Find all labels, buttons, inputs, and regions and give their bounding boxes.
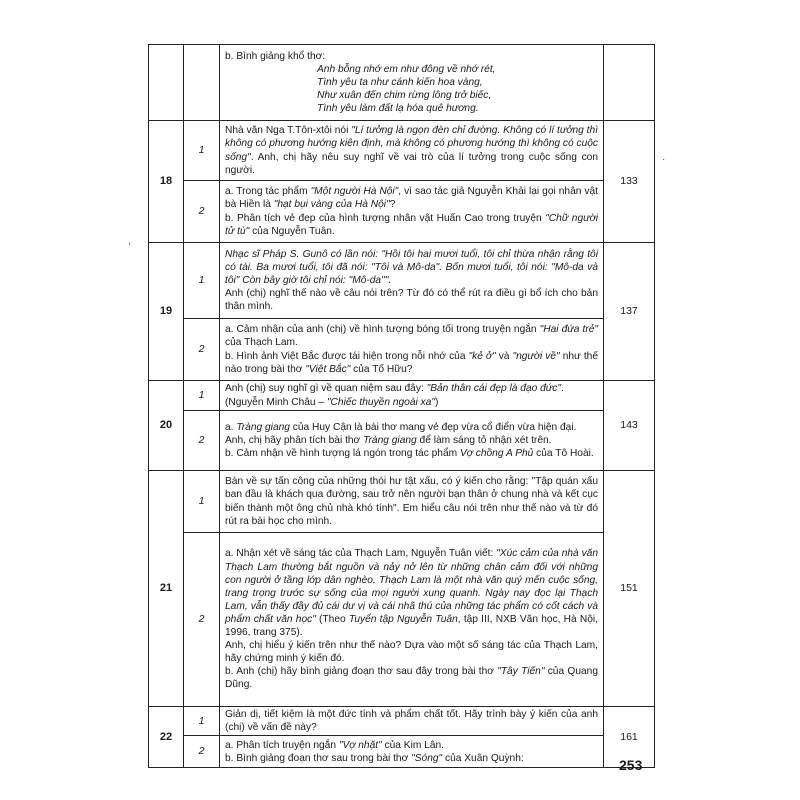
page-reference: 133 (604, 121, 655, 243)
table-row (149, 181, 655, 243)
table-row (149, 411, 655, 471)
table-row (149, 243, 655, 319)
page-reference: 151 (604, 471, 655, 707)
topic-number: 22 (149, 707, 184, 768)
table-row (149, 319, 655, 381)
question-text-cell (220, 45, 604, 121)
table-row (149, 45, 655, 121)
table-row (149, 381, 655, 411)
table-row (149, 121, 655, 181)
question-number: 1 (184, 381, 220, 411)
question-number: 1 (184, 707, 220, 736)
question-number: 2 (184, 181, 220, 243)
question-number: 1 (184, 471, 220, 533)
question-number: 1 (184, 121, 220, 181)
exam-topics-table (148, 44, 655, 768)
question-text: a. Trong tác phẩm "Một người Hà Nội", vì sao tác giả Nguyễn Khải lại gọi nhân vật bà Hiền là "hạt bụi vàng của Hà Nội"? b. Phân tích vẻ đẹp của hình tượng nhân vật Huấn Cao trong truyện "Chữ người tử tù" của Nguyễn Tuân. (220, 181, 604, 243)
question-text: a. Tràng giang của Huy Cận là bài thơ mang vẻ đẹp vừa cổ điển vừa hiện đại. Anh, chị hãy phân tích bài thơ Tràng giang để làm sáng tỏ nhận xét trên. b. Cảm nhận về hình tượng lá ngón trong tác phẩm Vợ chồng A Phủ của Tô Hoài. (220, 411, 604, 471)
page-reference: 137 (604, 243, 655, 381)
question-text: Bàn về sự tấn công của những thói hư tật xấu, có ý kiến cho rằng: "Tập quán xấu ban đầu là khách qua đường, sau trở nên người bạn thân ở chung nhà và kết cục biến thành một ông chủ nhà khó tính". Em hiểu câu nói trên như thế nào và từ đó rút ra bài học cho mình. (220, 471, 604, 533)
topic-number: 19 (149, 243, 184, 381)
topic-number-cell (149, 45, 184, 121)
question-number: 2 (184, 533, 220, 707)
page-ref-cell (604, 45, 655, 121)
question-part-b: b. Bình giảng khổ thơ: (225, 50, 326, 62)
topic-number: 18 (149, 121, 184, 243)
question-text: a. Cảm nhận của anh (chị) về hình tượng bóng tối trong truyện ngắn "Hai đứa trẻ" của Thạch Lam. b. Hình ảnh Việt Bắc được tái hiện trong nỗi nhớ của "kẻ ở" và "người về" như thế nào trong bài thơ "Việt Bắc" của Tố Hữu? (220, 319, 604, 381)
page-reference: 161 (604, 707, 655, 768)
question-text: Nhạc sĩ Pháp S. Gunô có lần nói: "Hồi tôi hai mươi tuổi, tôi chỉ thừa nhận rằng tôi có tài. Ba mươi tuổi, tôi đã nói: "Tôi và Mô-da". Bốn mươi tuổi, tôi nói: "Mô-da và tôi" Còn bây giờ tôi chỉ nói: "Mô-da"". Anh (chị) nghĩ thế nào về câu nói trên? Từ đó có thể rút ra điều gì bổ ích cho bản thân mình. (220, 243, 604, 319)
question-text: Nhà văn Nga T.Tôn-xtôi nói "Lí tưởng là ngọn đèn chỉ đường. Không có lí tưởng thì không có phương hướng kiên định, mà không có phương hướng thì không có cuộc sống". Anh, chị hãy nêu suy nghĩ về vai trò của lí tưởng trong cuộc sống con người. (220, 121, 604, 181)
question-number: 2 (184, 736, 220, 768)
scan-speck: , (128, 236, 131, 247)
question-text: Anh (chị) suy nghĩ gì về quan niệm sau đây: "Bản thân cái đẹp là đạo đức". (Nguyễn Minh Châu – "Chiếc thuyền ngoài xa") (220, 381, 604, 411)
poem-line: Tình yêu ta như cánh kiến hoa vàng, (317, 76, 483, 88)
sub-number-cell (184, 45, 220, 121)
table-row (149, 707, 655, 736)
table-row (149, 471, 655, 533)
table-row (149, 736, 655, 768)
topic-number: 20 (149, 381, 184, 471)
poem-line: Tình yêu làm đất lạ hóa quê hương. (317, 103, 479, 115)
page-reference: 143 (604, 381, 655, 471)
question-number: 2 (184, 411, 220, 471)
question-text: Giản dị, tiết kiệm là một đức tính và phẩm chất tốt. Hãy trình bày ý kiến của anh (chị) về vấn đề này? (220, 707, 604, 736)
scan-speck: · (662, 154, 666, 165)
poem-line: Anh bỗng nhớ em như đông về nhớ rét, (317, 63, 496, 75)
question-number: 2 (184, 319, 220, 381)
question-text: a. Nhận xét về sáng tác của Thạch Lam, Nguyễn Tuân viết: "Xúc cảm của nhà văn Thạch Lam thường bắt nguồn và nảy nở lên từ những chân cảm đối với những con người ở tầng lớp dân nghèo. Thạch Lam là một nhà văn quý mến cuộc sống, trang trọng trước sự sống của mọi người xung quanh. Ngày nay đọc lại Thạch Lam, vẫn thấy đầy đủ cái dư vị và cái nhã thú của những tác phẩm có cốt cách và phẩm chất văn học" (Theo Tuyển tập Nguyễn Tuân, tập III, NXB Văn học, Hà Nội, 1996, trang 375). Anh, chị hiểu ý kiến trên như thế nào? Dựa vào một số sáng tác của Thạch Lam, hãy chứng minh ý kiến đó. b. Anh (chị) hãy bình giảng đoạn thơ sau đây trong bài thơ "Tây Tiến" của Quang Dũng. (220, 533, 604, 707)
question-text: a. Phân tích truyện ngắn "Vợ nhặt" của Kim Lân. b. Bình giảng đoạn thơ sau trong bài thơ "Sóng" của Xuân Quỳnh: (220, 736, 604, 768)
page-number: 253 (619, 757, 643, 773)
question-number: 1 (184, 243, 220, 319)
poem-line: Như xuân đến chim rừng lông trở biếc, (317, 90, 492, 102)
topic-number: 21 (149, 471, 184, 707)
table-row (149, 533, 655, 707)
